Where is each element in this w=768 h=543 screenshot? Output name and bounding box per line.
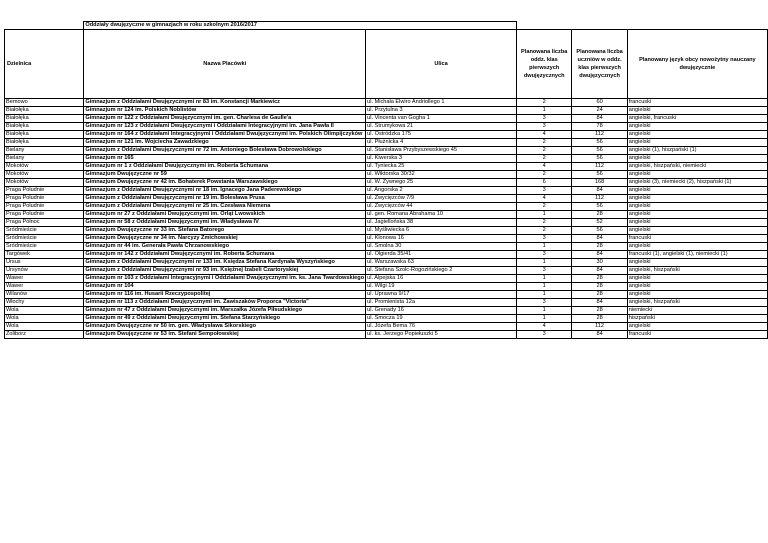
street-cell: ul. Warszawska 63	[366, 259, 517, 267]
classes-cell: 4	[517, 195, 572, 203]
table-row	[5, 219, 768, 227]
district-cell: Wola	[5, 307, 84, 315]
students-cell: 168	[572, 179, 627, 187]
school-cell: Gimnazjum z Oddziałami Dwujęzycznymi nr 18 im. Ignacego Jana Paderewskiego	[84, 187, 366, 195]
students-cell: 84	[572, 331, 627, 339]
classes-cell: 3	[517, 115, 572, 123]
classes-cell: 3	[517, 299, 572, 307]
school-cell: Gimnazjum z Oddziałami Dwujęzycznymi nr 25 im. Czesława Niemena	[84, 203, 366, 211]
school-cell: Gimnazjum nr 164 z Oddziałami Integracyjnymi i Oddziałami Dwujęzycznymi im. Polskich Olimpijczyków	[84, 131, 366, 139]
language-cell: angielski	[627, 203, 767, 211]
classes-cell: 3	[517, 123, 572, 131]
school-cell: Gimnazjum nr 47 z Oddziałami Dwujęzycznymi im. Marszałka Józefa Piłsudskiego	[84, 307, 366, 315]
street-cell: ul. Stanisława Przybyszewskiego 45	[366, 147, 517, 155]
table-row	[5, 315, 768, 323]
table-body	[5, 99, 768, 339]
school-cell: Gimnazjum nr 142 z Oddziałami Dwujęzycznymi im. Roberta Schumana	[84, 251, 366, 259]
language-cell: angielski	[627, 139, 767, 147]
table-row	[5, 131, 768, 139]
language-cell: angielski	[627, 107, 767, 115]
students-cell: 84	[572, 115, 627, 123]
students-cell: 30	[572, 259, 627, 267]
street-cell: ul. Olgierda 35/41	[366, 251, 517, 259]
street-cell: ul. Józefa Bema 76	[366, 323, 517, 331]
district-cell: Wawer	[5, 283, 84, 291]
table-row	[5, 179, 768, 187]
district-cell: Białołęka	[5, 123, 84, 131]
students-cell: 28	[572, 243, 627, 251]
students-cell: 84	[572, 267, 627, 275]
district-cell: Ursus	[5, 259, 84, 267]
school-cell: Gimnazjum nr 44 im. Generała Pawła Chrzanowskiego	[84, 243, 366, 251]
classes-cell: 2	[517, 227, 572, 235]
district-cell: Śródmieście	[5, 243, 84, 251]
header-school: Nazwa Placówki	[84, 30, 366, 99]
school-cell: Gimnazjum Dwujęzyczne nr 34 im. Narcyzy Żmichowskiej	[84, 235, 366, 243]
district-cell: Wola	[5, 323, 84, 331]
language-cell: angielski (3), niemiecki (2), hiszpański (1)	[627, 179, 767, 187]
header-classes: Planowana liczba oddz. klas pierwszych dwujęzycznych	[517, 30, 572, 99]
students-cell: 28	[572, 283, 627, 291]
school-cell: Gimnazjum z Oddziałami Dwujęzycznymi nr 83 im. Konstancji Markiewicz	[84, 99, 366, 107]
language-cell: angielski	[627, 195, 767, 203]
table-row	[5, 323, 768, 331]
students-cell: 112	[572, 323, 627, 331]
district-cell: Białołęka	[5, 131, 84, 139]
language-cell: angielski	[627, 131, 767, 139]
students-cell: 78	[572, 123, 627, 131]
classes-cell: 2	[517, 99, 572, 107]
classes-cell: 1	[517, 275, 572, 283]
classes-cell: 4	[517, 163, 572, 171]
school-cell: Gimnazjum Dwujęzyczne nr 50 im. gen. Władysława Sikorskiego	[84, 323, 366, 331]
table-row	[5, 203, 768, 211]
district-cell: Białołęka	[5, 107, 84, 115]
table-row	[5, 99, 768, 107]
street-cell: ul. Michała Elwiro Andriollego 1	[366, 99, 517, 107]
street-cell: ul. Klonowa 16	[366, 235, 517, 243]
street-cell: ul. Wilgi 19	[366, 283, 517, 291]
street-cell: ul. Jagiellońska 38	[366, 219, 517, 227]
table-row	[5, 259, 768, 267]
district-cell: Śródmieście	[5, 227, 84, 235]
school-cell: Gimnazjum nr 104	[84, 283, 366, 291]
language-cell: francuski	[627, 99, 767, 107]
students-cell: 56	[572, 155, 627, 163]
language-cell: hiszpański	[627, 315, 767, 323]
language-cell: angielski (1), hiszpański (1)	[627, 147, 767, 155]
spreadsheet	[4, 21, 768, 339]
language-cell: francuski	[627, 331, 767, 339]
table-row	[5, 107, 768, 115]
classes-cell: 3	[517, 331, 572, 339]
sheet-title: Oddziały dwujęzyczne w gimnazjach w roku szkolnym 2016/2017	[84, 22, 517, 30]
district-cell: Wawer	[5, 275, 84, 283]
district-cell: Włochy	[5, 299, 84, 307]
table-row	[5, 267, 768, 275]
school-cell: Gimnazjum z Oddziałami Dwujęzycznymi nr 19 im. Bolesława Prusa	[84, 195, 366, 203]
classes-cell: 4	[517, 131, 572, 139]
street-cell: ul. Wiktorska 30/32	[366, 171, 517, 179]
table-row	[5, 195, 768, 203]
language-cell: angielski	[627, 275, 767, 283]
table-row	[5, 147, 768, 155]
table-row	[5, 275, 768, 283]
language-cell: angielski	[627, 211, 767, 219]
table-row	[5, 243, 768, 251]
school-cell: Gimnazjum nr 124 im. Polskich Noblistów	[84, 107, 366, 115]
school-cell: Gimnazjum nr 122 z Oddziałami Dwujęzycznymi im. gen. Charlesa de Gaulle'a	[84, 115, 366, 123]
language-cell: angielski, hiszpański	[627, 267, 767, 275]
classes-cell: 2	[517, 147, 572, 155]
students-cell: 84	[572, 235, 627, 243]
header-students: Planowana liczba uczniów w oddz. klas pierwszych dwujęzycznych	[572, 30, 627, 99]
language-cell: francuski (1), angielski (1), niemiecki (1)	[627, 251, 767, 259]
language-cell: angielski	[627, 323, 767, 331]
street-cell: ul. Grenady 16	[366, 307, 517, 315]
school-cell: Gimnazjum nr 123 z Oddziałami Dwujęzycznymi i Oddziałami Integracyjnymi im. Jana Pawła II	[84, 123, 366, 131]
school-cell: Gimnazjum Dwujęzyczne nr 53 im. Stefani Sempołowskiej	[84, 331, 366, 339]
language-cell: angielski, hiszpański, niemiecki	[627, 163, 767, 171]
classes-cell: 1	[517, 291, 572, 299]
students-cell: 28	[572, 275, 627, 283]
students-cell: 28	[572, 315, 627, 323]
district-cell: Targówek	[5, 251, 84, 259]
students-cell: 84	[572, 299, 627, 307]
classes-cell: 6	[517, 179, 572, 187]
table-row	[5, 211, 768, 219]
street-cell: ul. Ostródzka 175	[366, 131, 517, 139]
street-cell: ul. Smocza 19	[366, 315, 517, 323]
district-cell: Praga Północ	[5, 219, 84, 227]
language-cell: angielski, francuski	[627, 115, 767, 123]
street-cell: ul. Zwycięzców 44	[366, 203, 517, 211]
classes-cell: 4	[517, 323, 572, 331]
language-cell: angielski	[627, 123, 767, 131]
street-cell: ul. Stefana Szolc-Rogozińskiego 2	[366, 267, 517, 275]
table-row	[5, 187, 768, 195]
classes-cell: 3	[517, 251, 572, 259]
title-row	[5, 22, 768, 30]
table-row	[5, 291, 768, 299]
language-cell: angielski	[627, 283, 767, 291]
street-cell: ul. Tyniecka 25	[366, 163, 517, 171]
street-cell: ul. Przytulna 3	[366, 107, 517, 115]
street-cell: ul. Promienista 12a	[366, 299, 517, 307]
title-spacer	[517, 22, 768, 30]
students-cell: 56	[572, 203, 627, 211]
district-cell: Wilanów	[5, 291, 84, 299]
school-cell: Gimnazjum nr 116 im. Husarii Rzeczypospolitej	[84, 291, 366, 299]
students-cell: 24	[572, 107, 627, 115]
district-cell: Praga Południe	[5, 187, 84, 195]
district-cell: Żoliborz	[5, 331, 84, 339]
classes-cell: 2	[517, 203, 572, 211]
street-cell: ul. Smolna 30	[366, 243, 517, 251]
street-cell: ul. Strumykowa 21	[366, 123, 517, 131]
district-cell: Praga Południe	[5, 195, 84, 203]
language-cell: angielski	[627, 227, 767, 235]
school-cell: Gimnazjum nr 113 z Oddziałami Dwujęzycznymi im. Zawiszaków Proporca "Victoria"	[84, 299, 366, 307]
table-row	[5, 155, 768, 163]
table-row	[5, 307, 768, 315]
table-row	[5, 283, 768, 291]
school-cell: Gimnazjum nr 27 z Oddziałami Dwujęzycznymi im. Orląt Lwowskich	[84, 211, 366, 219]
bilingual-classes-table	[4, 21, 768, 339]
street-cell: ul. Myśliwiecka 6	[366, 227, 517, 235]
school-cell: Gimnazjum z Oddziałami Dwujęzycznymi nr 133 im. Księdza Stefana Kardynała Wyszyńskiego	[84, 259, 366, 267]
header-street: Ulica	[366, 30, 517, 99]
table-row	[5, 227, 768, 235]
district-cell: Wola	[5, 315, 84, 323]
students-cell: 112	[572, 195, 627, 203]
district-cell: Śródmieście	[5, 235, 84, 243]
district-cell: Ursynów	[5, 267, 84, 275]
title-spacer	[5, 22, 84, 30]
district-cell: Bemowo	[5, 99, 84, 107]
school-cell: Gimnazjum nr 58 z Oddziałami Dwujęzycznymi im. Władysława IV	[84, 219, 366, 227]
district-cell: Praga Południe	[5, 211, 84, 219]
street-cell: ul. Płużnicka 4	[366, 139, 517, 147]
table-row	[5, 171, 768, 179]
students-cell: 60	[572, 99, 627, 107]
street-cell: ul. Uprawna 9/17	[366, 291, 517, 299]
header-language: Planowany język obcy nowożytny nauczany dwujęzycznie	[627, 30, 767, 99]
students-cell: 112	[572, 163, 627, 171]
students-cell: 84	[572, 251, 627, 259]
street-cell: ul. ks. Jerzego Popiełuszki 5	[366, 331, 517, 339]
language-cell: angielski	[627, 187, 767, 195]
school-cell: Gimnazjum z Oddziałami Dwujęzycznymi nr 93 im. Księżnej Izabeli Czartoryskiej	[84, 267, 366, 275]
street-cell: ul. W. Żywnego 25	[366, 179, 517, 187]
students-cell: 56	[572, 139, 627, 147]
classes-cell: 1	[517, 315, 572, 323]
header-row	[5, 30, 768, 99]
classes-cell: 1	[517, 107, 572, 115]
school-cell: Gimnazjum nr 49 z Oddziałami Dwujęzycznymi im. Stefana Starzyńskiego	[84, 315, 366, 323]
classes-cell: 3	[517, 267, 572, 275]
table-row	[5, 331, 768, 339]
header-district: Dzielnica	[5, 30, 84, 99]
classes-cell: 2	[517, 139, 572, 147]
students-cell: 28	[572, 291, 627, 299]
language-cell: niemiecki	[627, 307, 767, 315]
language-cell: francuski	[627, 235, 767, 243]
table-row	[5, 139, 768, 147]
district-cell: Bielany	[5, 155, 84, 163]
language-cell: angielski	[627, 259, 767, 267]
district-cell: Bielany	[5, 147, 84, 155]
classes-cell: 2	[517, 171, 572, 179]
students-cell: 56	[572, 171, 627, 179]
students-cell: 28	[572, 211, 627, 219]
school-cell: Gimnazjum Dwujęzyczne nr 42 im. Bohaterek Powstania Warszawskiego	[84, 179, 366, 187]
students-cell: 28	[572, 307, 627, 315]
language-cell: angielski	[627, 171, 767, 179]
school-cell: Gimnazjum Dwujęzyczne nr 59	[84, 171, 366, 179]
language-cell: angielski	[627, 155, 767, 163]
classes-cell: 2	[517, 219, 572, 227]
classes-cell: 1	[517, 283, 572, 291]
district-cell: Mokotów	[5, 163, 84, 171]
school-cell: Gimnazjum Dwujęzyczne nr 33 im. Stefana Batorego	[84, 227, 366, 235]
classes-cell: 1	[517, 259, 572, 267]
language-cell: angielski	[627, 243, 767, 251]
street-cell: ul. gen. Romana Abrahama 10	[366, 211, 517, 219]
district-cell: Białołęka	[5, 139, 84, 147]
students-cell: 52	[572, 219, 627, 227]
students-cell: 56	[572, 147, 627, 155]
table-row	[5, 115, 768, 123]
table-row	[5, 163, 768, 171]
classes-cell: 3	[517, 235, 572, 243]
district-cell: Praga Południe	[5, 203, 84, 211]
street-cell: ul. Zwycięzców 7/9	[366, 195, 517, 203]
street-cell: ul. Alpejska 16	[366, 275, 517, 283]
district-cell: Mokotów	[5, 179, 84, 187]
students-cell: 112	[572, 131, 627, 139]
street-cell: ul. Vincenta van Gogha 1	[366, 115, 517, 123]
district-cell: Mokotów	[5, 171, 84, 179]
table-row	[5, 123, 768, 131]
street-cell: ul. Angorska 2	[366, 187, 517, 195]
classes-cell: 2	[517, 155, 572, 163]
school-cell: Gimnazjum nr 1 z Oddziałami Dwujęzycznymi im. Roberta Schumana	[84, 163, 366, 171]
table-row	[5, 299, 768, 307]
classes-cell: 3	[517, 187, 572, 195]
table-row	[5, 235, 768, 243]
classes-cell: 1	[517, 243, 572, 251]
students-cell: 84	[572, 187, 627, 195]
district-cell: Białołęka	[5, 115, 84, 123]
language-cell: angielski	[627, 219, 767, 227]
language-cell: angielski	[627, 291, 767, 299]
street-cell: ul. Kiwerska 3	[366, 155, 517, 163]
school-cell: Gimnazjum nr 121 im. Wojciecha Zawadzkiego	[84, 139, 366, 147]
classes-cell: 1	[517, 211, 572, 219]
school-cell: Gimnazjum nr 165	[84, 155, 366, 163]
language-cell: angielski, hiszpański	[627, 299, 767, 307]
students-cell: 56	[572, 227, 627, 235]
table-row	[5, 251, 768, 259]
school-cell: Gimnazjum nr 103 z Oddziałami Integracyjnymi i Oddziałami Dwujęzycznymi im. ks. Jana Twardowskiego	[85, 275, 365, 281]
school-cell: Gimnazjum z Oddziałami Dwujęzycznymi nr 72 im. Antoniego Bolesława Dobrowolskiego	[84, 147, 366, 155]
classes-cell: 1	[517, 307, 572, 315]
